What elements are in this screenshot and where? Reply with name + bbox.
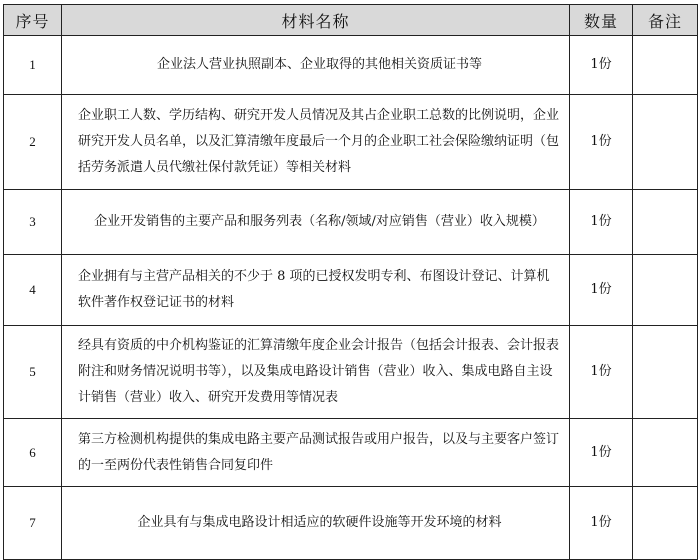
row-index: 7 [4,487,62,560]
row-quantity: 1份 [570,36,633,95]
table-body [4,36,698,560]
header-material: 材料名称 [62,5,570,36]
row-material [62,95,570,190]
row-material [62,255,570,326]
table-row [4,326,698,419]
row-remark [633,36,698,95]
row-material-text: 第三方检测机构提供的集成电路主要产品测试报告或用户报告，以及与主要客户签订的一至两份代表性销售合同复印件 [78,431,560,473]
row-material [62,190,570,255]
row-remark [633,255,698,326]
materials-table [3,4,698,560]
header-quantity: 数量 [570,5,633,36]
row-quantity: 1份 [570,255,633,326]
row-material [62,419,570,487]
header-index: 序号 [4,5,62,36]
table-row [4,95,698,190]
row-material-text: 经具有资质的中介机构鉴证的汇算清缴年度企业会计报告（包括会计报表、会计报表附注和财务情况说明书等），以及集成电路设计销售（营业）收入、集成电路自主设计销售（营业）收入、研究开发费用等情况表 [78,338,560,405]
row-material [62,326,570,419]
header-remark: 备注 [633,5,698,36]
row-remark [633,419,698,487]
row-remark [633,95,698,190]
row-quantity: 1份 [570,487,633,560]
row-material-text: 企业具有与集成电路设计相适应的软硬件设施等开发环境的材料 [137,515,502,530]
row-material-text: 企业开发销售的主要产品和服务列表（名称/领域/对应销售（营业）收入规模） [94,214,545,229]
row-index: 6 [4,419,62,487]
row-index: 3 [4,190,62,255]
row-material [62,487,570,560]
row-material-text: 企业拥有与主营产品相关的不少于 8 项的已授权发明专利、布图设计登记、计算机软件著作权登记证书的材料 [78,269,550,310]
row-index: 1 [4,36,62,95]
table-row [4,36,698,95]
row-quantity: 1份 [570,190,633,255]
row-material-text: 企业职工人数、学历结构、研究开发人员情况及其占企业职工总数的比例说明，企业研究开发人员名单，以及汇算清缴年度最后一个月的企业职工社会保险缴纳证明（包括劳务派遣人员代缴社保付款凭证）等相关材料 [78,108,560,175]
row-remark [633,487,698,560]
table-row [4,419,698,487]
row-material-text: 企业法人营业执照副本、企业取得的其他相关资质证书等 [156,57,482,72]
row-quantity: 1份 [570,326,633,419]
materials-table-container [3,4,697,560]
header-row [4,5,698,36]
row-quantity: 1份 [570,95,633,190]
table-row [4,487,698,560]
row-index: 2 [4,95,62,190]
row-index: 5 [4,326,62,419]
table-row [4,190,698,255]
row-remark [633,326,698,419]
row-material [62,36,570,95]
table-row [4,255,698,326]
row-index: 4 [4,255,62,326]
row-remark [633,190,698,255]
row-quantity: 1份 [570,419,633,487]
table-header [4,5,698,36]
